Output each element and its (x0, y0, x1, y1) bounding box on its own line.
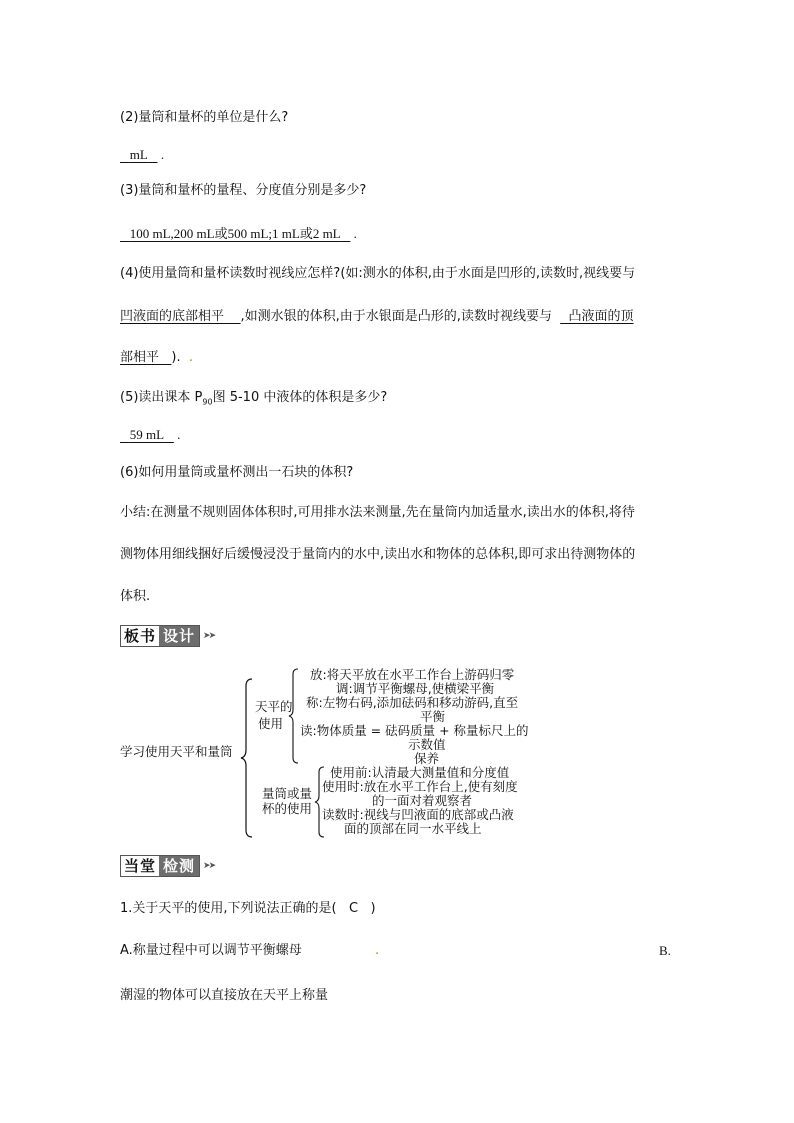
summary-line-1: 小结:在测量不规则固体体积时,可用排水法来测量,先在量筒内加适量水,读出水的体积,将待 (120, 505, 635, 520)
answer-4b: 凸液面的顶 (568, 309, 634, 324)
test-option-a: A.称量过程中可以调节平衡螺母 (120, 943, 302, 958)
answer-4a: 凹液面的底部相平 (120, 309, 225, 324)
balance-item-6: 示数值 (408, 737, 446, 752)
question-4-line-2: 凹液面的底部相平 ,如测水银的体积,由于水银面是凸形的,读数时视线要与 凸液面的顶 (120, 309, 634, 324)
balance-label-1: 天平的 (255, 699, 293, 714)
summary-line-3: 体积. (120, 589, 151, 604)
answer-4b-cont: 部相平 (120, 350, 160, 365)
question-5: (5)读出课本 $P_{90}$图 5-10 中液体的体积是多少? (120, 390, 388, 407)
summary-line-2: 测物体用细线捆好后缓慢浸没于量筒内的水中,读出水和物体的总体积,即可求出待测物体的 (120, 547, 636, 562)
answer-5-value: 59 mL (129, 427, 165, 442)
question-6: (6)如何用量筒或量杯测出一石块的体积? (120, 465, 354, 480)
balance-item-4: 平衡 (420, 709, 446, 724)
cylinder-label-2: 杯的使用 (262, 801, 313, 816)
question-2: (2)量筒和量杯的单位是什么? (120, 110, 289, 125)
balance-item-1: 放:将天平放在水平工作台上游码归零 (310, 667, 515, 682)
answer-3-value: 100 mL,200 mL或500 mL;1 mL或2 mL (129, 226, 341, 241)
cylinder-item-5: 面的顶部在同一水平线上 (344, 821, 482, 836)
cylinder-item-3: 的一面对着观察者 (372, 793, 473, 808)
answer-2: mL . (120, 147, 164, 163)
balance-brace-icon (288, 668, 300, 764)
double-arrow-icon: ➤➤ (203, 631, 215, 641)
test-answer-1: C (349, 901, 359, 916)
balance-item-5: 读:物体质量 = 砝码质量 + 称量标尺上的 (300, 723, 529, 738)
question-3: (3)量筒和量杯的量程、分度值分别是多少? (120, 183, 367, 198)
main-brace-icon (240, 678, 254, 838)
question-4-line-3: 部相平 ). . (120, 350, 194, 365)
answer-5: 59 mL . (120, 427, 180, 443)
cylinder-item-4: 读数时:视线与凹液面的底部或凸液 (322, 807, 514, 822)
cylinder-label-1: 量筒或量 (262, 786, 313, 801)
cylinder-item-2: 使用时:放在水平工作台上,使有刻度 (322, 779, 518, 794)
board-root: 学习使用天平和量筒 (120, 744, 233, 759)
question-4-line-1: (4)使用量筒和量杯读数时视线应怎样?(如:测水的体积,由于水面是凹形的,读数时,视线要与 (120, 266, 636, 281)
cylinder-item-1: 使用前:认清最大测量值和分度值 (330, 765, 510, 780)
cylinder-brace-icon (314, 766, 326, 838)
balance-label-2: 使用 (258, 716, 284, 731)
balance-item-7: 保养 (414, 751, 440, 766)
board-design-header: 板书 设计 ➤➤ (120, 625, 214, 647)
answer-2-value: mL (129, 147, 148, 162)
answer-3: 100 mL,200 mL或500 mL;1 mL或2 mL . (120, 226, 357, 242)
test-option-b-label: B. (659, 943, 671, 958)
test-question-1: 1.关于天平的使用,下列说法正确的是( C ) (120, 901, 376, 916)
test-option-b-text: 潮湿的物体可以直接放在天平上称量 (120, 988, 329, 1003)
stray-dot: . (375, 943, 380, 958)
double-arrow-icon: ➤➤ (203, 861, 215, 871)
in-class-test-header: 当堂 检测 ➤➤ (120, 855, 214, 877)
balance-item-3: 称:左物右码,添加砝码和移动游码,直至 (306, 695, 519, 710)
balance-item-2: 调:调节平衡螺母,使横梁平衡 (336, 681, 495, 696)
